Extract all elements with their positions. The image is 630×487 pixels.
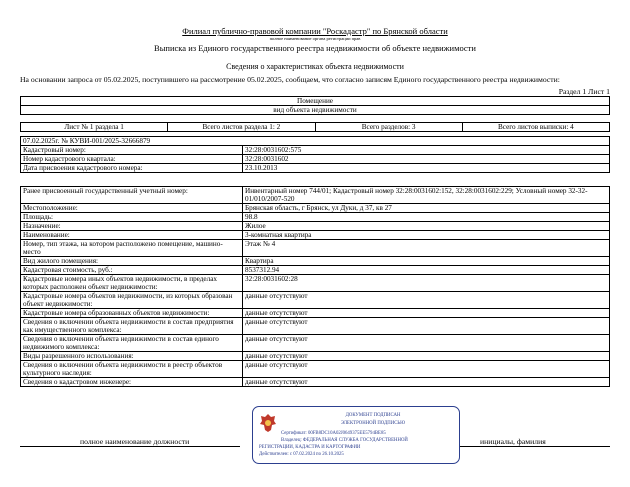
stamp-issuer: Владелец: ФЕДЕРАЛЬНАЯ СЛУЖБА ГОСУДАРСТВЕННОЙ xyxy=(281,438,408,443)
detail-value: данные отсутствуют xyxy=(243,309,610,318)
table-row xyxy=(21,266,610,275)
detail-value: Этаж № 4 xyxy=(243,240,610,257)
id-value: 23.10.2013 xyxy=(243,164,610,173)
emblem-icon xyxy=(259,413,277,433)
table-row xyxy=(21,318,610,335)
table-row xyxy=(21,213,610,222)
detail-value: 3-комнатная квартира xyxy=(243,231,610,240)
id-label: Номер кадастрового квартала: xyxy=(21,155,243,164)
table-row xyxy=(21,222,610,231)
detail-label: Номер, тип этажа, на котором расположено помещение, машино-место xyxy=(21,240,243,257)
table-row xyxy=(21,231,610,240)
detail-label: Сведения о включении объекта недвижимости в состав единого недвижимого комплекса: xyxy=(21,335,243,352)
total-section-sheets: Всего листов раздела 1: 2 xyxy=(168,123,315,132)
pages-table xyxy=(20,122,610,132)
table-row xyxy=(21,335,610,352)
object-caption: вид объекта недвижимости xyxy=(21,106,610,115)
stamp-line1: ДОКУМЕНТ ПОДПИСАН xyxy=(345,413,401,418)
extract-title: Выписка из Единого государственного реестра недвижимости об объекте недвижимости xyxy=(154,43,476,53)
detail-label: Ранее присвоенный государственный учетный номер: xyxy=(21,187,243,204)
detail-label: Виды разрешенного использования: xyxy=(21,352,243,361)
signature-position: полное наименование должности xyxy=(80,437,190,446)
table-row xyxy=(21,352,610,361)
detail-value: Квартира xyxy=(243,257,610,266)
detail-value: Жилое xyxy=(243,222,610,231)
id-value: 32:28:0031602 xyxy=(243,155,610,164)
table-row xyxy=(21,204,610,213)
table-row xyxy=(21,164,610,173)
stamp-line2: ЭЛЕКТРОННОЙ ПОДПИСЬЮ xyxy=(340,421,406,426)
details-table xyxy=(20,186,610,387)
table-row xyxy=(21,146,610,155)
stamp-issuer2: РЕГИСТРАЦИИ, КАДАСТРА И КАРТОГРАФИИ xyxy=(259,445,361,450)
detail-value: данные отсутствуют xyxy=(243,352,610,361)
name-underline xyxy=(460,446,610,447)
section-page: Раздел 1 Лист 1 xyxy=(558,87,610,96)
detail-label: Кадастровые номера образованных объектов недвижимости: xyxy=(21,309,243,318)
detail-label: Кадастровая стоимость, руб.: xyxy=(21,266,243,275)
stamp-valid: Действителен: с 07.02.2024 по 26.10.2025 xyxy=(259,452,344,457)
sheet-number: Лист № 1 раздела 1 xyxy=(21,123,168,132)
ids-table xyxy=(20,136,610,173)
id-label: Дата присвоения кадастрового номера: xyxy=(21,164,243,173)
date-number: 07.02.2025г. № КУВИ-001/2025-32666879 xyxy=(21,137,610,146)
total-sections: Всего разделов: 3 xyxy=(315,123,462,132)
detail-label: Кадастровые номера иных объектов недвижимости, в пределах которых расположен объект недвижимости: xyxy=(21,275,243,292)
detail-label: Сведения о включении объекта недвижимости в состав предприятия как имущественного комплекса: xyxy=(21,318,243,335)
table-row xyxy=(21,361,610,378)
position-underline xyxy=(20,446,240,447)
detail-value: 8537312.94 xyxy=(243,266,610,275)
detail-label: Вид жилого помещения: xyxy=(21,257,243,266)
table-row xyxy=(21,309,610,318)
detail-value: данные отсутствуют xyxy=(243,292,610,309)
detail-label: Назначение: xyxy=(21,222,243,231)
object-name: Помещение xyxy=(21,97,610,106)
table-row xyxy=(21,292,610,309)
id-label: Кадастровый номер: xyxy=(21,146,243,155)
detail-value: Инвентарный номер 744/01; Кадастровый номер 32:28:0031602:152, 32:28:0031602:229; Условный номер 32-32-01/010/2007-520 xyxy=(243,187,610,204)
table-row xyxy=(21,275,610,292)
section-title: Сведения о характеристиках объекта недвижимости xyxy=(226,62,404,71)
stamp-certificate: Сертификат: 00FB8DC10A02J0649375EE5794BE85 xyxy=(281,431,386,436)
detail-value: данные отсутствуют xyxy=(243,318,610,335)
basis-text: На основании запроса от 05.02.2025, поступившего на рассмотрение 05.02.2025, сообщаем, что согласно записям Единого государственного реестра недвижимости: xyxy=(20,75,560,84)
branch-caption: полное наименование органа регистрации прав xyxy=(269,36,361,41)
detail-label: Местоположение: xyxy=(21,204,243,213)
detail-value: данные отсутствуют xyxy=(243,335,610,352)
detail-value: Брянская область, г Брянск, ул Дуки, д 37, кв 27 xyxy=(243,204,610,213)
signature-name: инициалы, фамилия xyxy=(480,437,546,446)
table-row xyxy=(21,378,610,387)
id-value: 32:28:0031602:575 xyxy=(243,146,610,155)
detail-label: Сведения о включении объекта недвижимости в реестр объектов культурного наследия: xyxy=(21,361,243,378)
detail-value: данные отсутствуют xyxy=(243,378,610,387)
table-row xyxy=(21,257,610,266)
detail-label: Площадь: xyxy=(21,213,243,222)
detail-label: Кадастровые номера объектов недвижимости, из которых образован объект недвижимости: xyxy=(21,292,243,309)
object-type-table xyxy=(20,96,610,115)
detail-value: 32:28:0031602:28 xyxy=(243,275,610,292)
table-row xyxy=(21,155,610,164)
detail-value: 98.8 xyxy=(243,213,610,222)
table-row xyxy=(21,240,610,257)
detail-label: Сведения о кадастровом инженере: xyxy=(21,378,243,387)
electronic-signature-stamp xyxy=(252,406,460,464)
branch-name: Филиал публично-правовой компании "Роскадастр" по Брянской области xyxy=(182,26,448,36)
detail-value: данные отсутствуют xyxy=(243,361,610,378)
detail-label: Наименование: xyxy=(21,231,243,240)
total-extract-sheets: Всего листов выписки: 4 xyxy=(462,123,609,132)
table-row xyxy=(21,187,610,204)
